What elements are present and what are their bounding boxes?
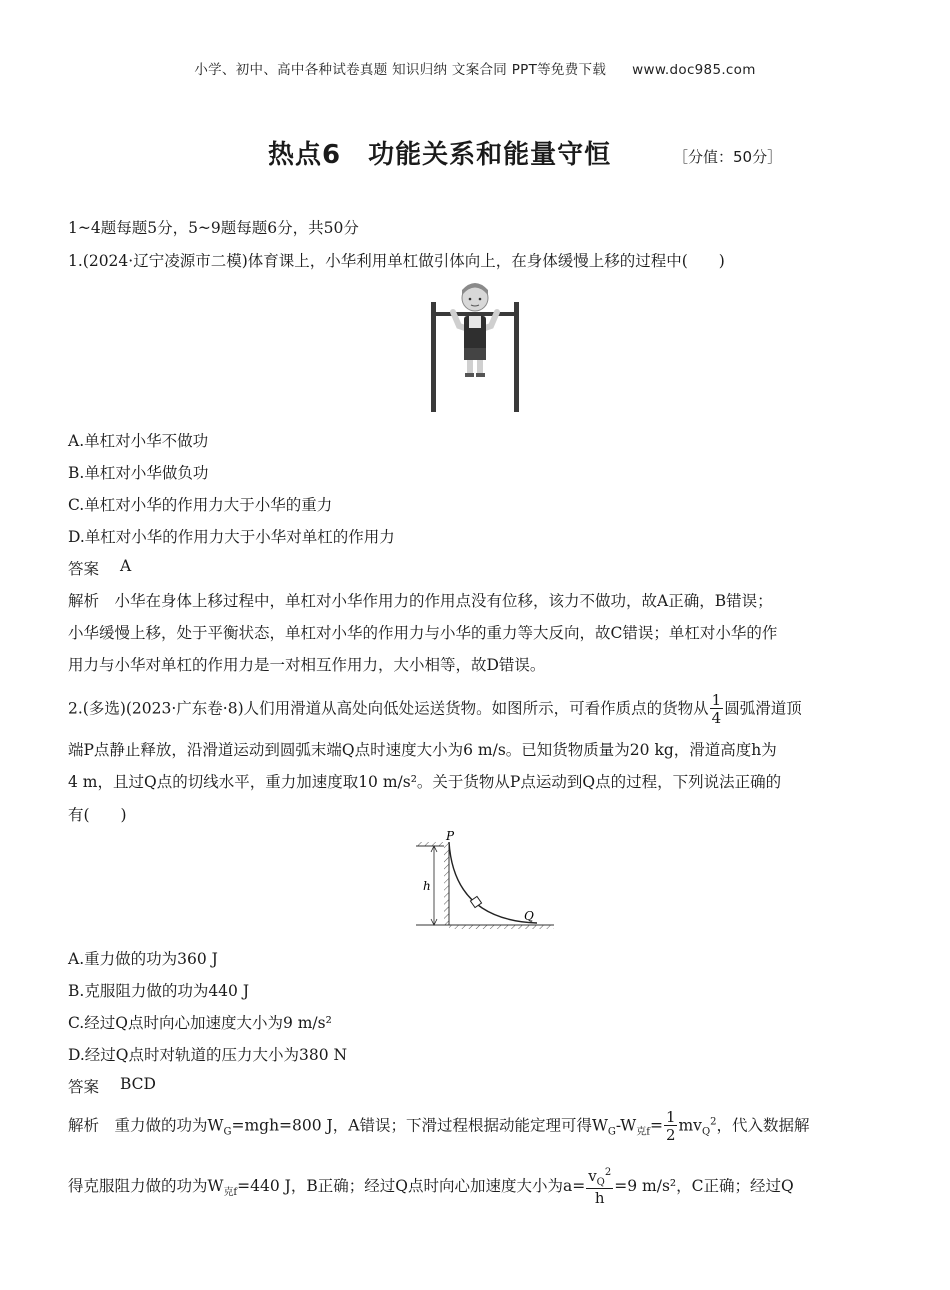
label-h: h [423,879,431,893]
sup-2: 2 [710,1116,717,1128]
q2-option-c: C.经过Q点时向心加速度大小为9 m/s² [68,1014,332,1032]
q1-answer-label: 答案 [68,560,100,578]
q2-explain-1c: -W [615,1116,637,1135]
pullup-figure [425,278,525,416]
q2-option-d: D.经过Q点时对轨道的压力大小为380 N [68,1046,348,1064]
q1-explanation-line-2: 小华缓慢上移，处于平衡状态，单杠对小华的作用力与小华的重力等大反向，故C错误；单杠对小华的作 [68,624,778,642]
q1-answer: A [120,557,132,575]
label-p: P [446,830,455,843]
q2-explain-1e: mv [678,1116,702,1135]
q2-explanation-line-1 [68,1110,880,1143]
quarter-den: 4 [711,709,722,727]
q1-option-c: C.单杠对小华的作用力大于小华的重力 [68,496,333,514]
q1-option-b: B.单杠对小华做负功 [68,464,209,482]
accel-fraction [586,1168,613,1206]
q2-option-a: A.重力做的功为360 J [68,950,218,968]
sub-ke-2: 克f [223,1187,238,1199]
quarter-fraction [710,693,724,726]
q2-answer-label: 答案 [68,1078,100,1096]
accel-num-v: v [588,1167,597,1185]
q2-stem-line-1 [68,693,802,726]
q1-option-d: D.单杠对小华的作用力大于小华对单杠的作用力 [68,528,395,546]
q2-stem-line-4: 有( ) [68,806,127,824]
q2-answer: BCD [120,1075,156,1093]
q2-explain-2c: =9 m/s²，C正确；经过Q [614,1177,794,1195]
q2-stem-part-a: 2.(多选)(2023·广东卷·8)人们用滑道从高处向低处运送货物。如图所示，可看作质点的货物从 [68,699,709,718]
sub-ke: 克f [636,1126,650,1138]
accel-den: h [594,1189,605,1207]
score-note: ［分值：50分］ [673,148,783,166]
q2-explain-1b: =mgh=800 J，A错误；下滑过程根据动能定理可得W [231,1116,608,1135]
q2-stem-line-2: 端P点静止释放，沿滑道运动到圆弧末端Q点时速度大小为6 m/s。已知货物质量为20 kg，滑道高度h为 [68,741,777,759]
sub-g: G [223,1126,232,1138]
q1-option-a: A.单杠对小华不做功 [68,432,209,450]
banner-text: 小学、初中、高中各种试卷真题 知识归纳 文案合同 PPT等免费下载 [194,62,607,78]
q1-explain-text-1: 小华在身体上移过程中，单杠对小华作用力的作用点没有位移，该力不做功，故A正确，B错误； [114,592,773,610]
sup-2-b: 2 [604,1167,612,1178]
accel-num [586,1168,613,1189]
q2-explain-1f: ，代入数据解 [716,1116,810,1135]
half-fraction [664,1110,678,1143]
page-title: 热点6 功能关系和能量守恒 [268,140,612,170]
sub-q: Q [701,1126,711,1138]
label-q: Q [524,909,534,923]
sub-q-2: Q [596,1177,605,1188]
q2-stem-line-3: 4 m，且过Q点的切线水平，重力加速度取10 m/s²。关于货物从P点运动到Q点的过程，下列说法正确的 [68,773,782,791]
header-banner [0,58,950,78]
q2-explanation-line-2 [68,1168,880,1206]
q2-explain-1a: 重力做的功为W [114,1116,224,1135]
sub-g-2: G [607,1126,616,1138]
q2-explain-2a: 得克服阻力做的功为W [68,1177,224,1195]
q1-stem: 1.(2024·辽宁凌源市二模)体育课上，小华利用单杠做引体向上，在身体缓慢上移的过程中( ) [68,252,725,270]
scoring-intro: 1~4题每题5分，5~9题每题6分，共50分 [68,219,359,237]
half-num: 1 [665,1108,676,1126]
half-den: 2 [665,1126,676,1144]
q2-explain-2b: =440 J，B正确；经过Q点时向心加速度大小为a= [237,1177,586,1195]
quarter-num: 1 [711,691,722,709]
q1-explanation-line-1 [68,589,880,611]
q2-explain-1d: = [649,1116,663,1135]
banner-site[interactable]: www.doc985.com [632,62,756,78]
q2-explain-label: 解析 [68,1116,100,1135]
slide-figure [412,830,562,930]
q1-explain-label: 解析 [68,592,100,610]
q2-option-b: B.克服阻力做的功为440 J [68,982,250,1000]
q2-stem-part-b: 圆弧滑道顶 [724,699,802,718]
q1-explanation-line-3: 用力与小华对单杠的作用力是一对相互作用力，大小相等，故D错误。 [68,656,546,674]
